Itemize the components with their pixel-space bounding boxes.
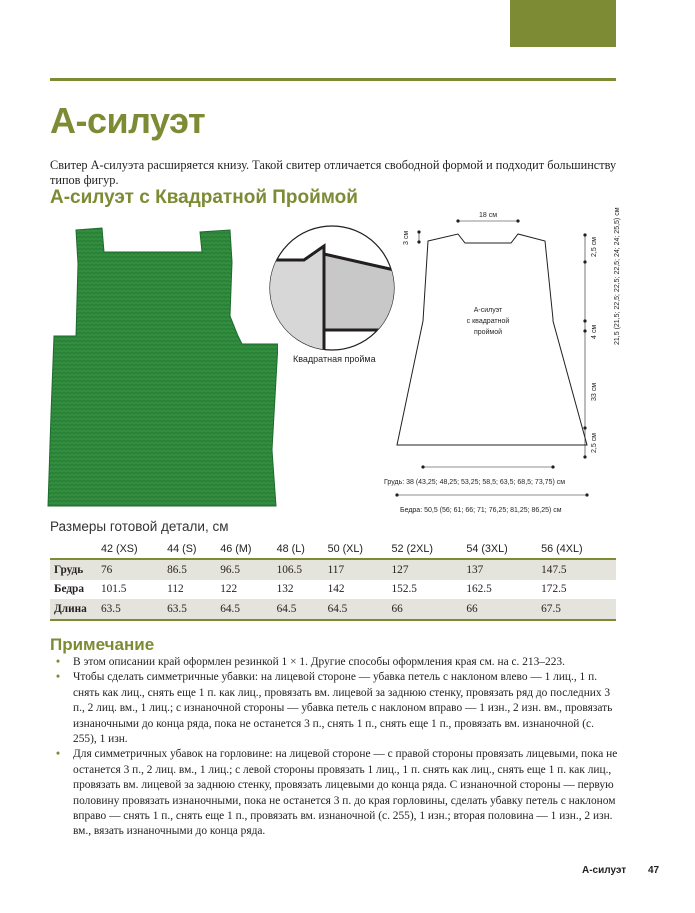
table-cell: 112 [167,583,184,596]
table-cell: 132 [276,583,294,596]
center-label-line-1: А-силуэт [473,307,503,314]
table-cell: 117 [328,559,392,580]
table-header-row [50,539,616,559]
shoulder-drop-label: 3 см [403,230,410,245]
table-cell: 63.5 [101,599,167,620]
table-corner [50,539,101,559]
table-cell: 64.5 [328,599,392,620]
section-subtitle: А-силуэт с Квадратной Проймой [50,187,358,208]
page-title: А-силуэт [50,100,206,141]
size-header: 46 (M) [220,539,276,559]
footer-section-label: А-силуэт [582,865,627,876]
right-dim-4: 2,5 см [591,433,598,453]
table-cell: 142 [327,583,345,596]
size-table [50,539,616,621]
schematic-diagram [375,195,625,525]
table-cell: 64.5 [220,599,276,620]
detail-caption: Квадратная пройма [293,354,376,364]
table-cell: 66 [392,599,467,620]
neck-width-label: 18 см [479,212,498,219]
table-row [50,599,616,620]
right-dim-3: 33 см [591,382,598,401]
right-dim-1: 2,5 см [591,237,598,257]
corner-color-block [510,0,616,47]
size-header: 52 (2XL) [392,539,467,559]
table-cell: 67.5 [541,599,616,620]
header-rule [50,78,616,81]
notes-list [50,655,620,840]
size-header: 44 (S) [167,539,220,559]
table-cell: 86.5 [167,559,220,580]
row-label: Грудь [50,559,101,580]
hips-label: Бедра: 50,5 (56; 61; 66; 71; 76,25; 81,25; 86,25) см [400,507,562,514]
page-number: 47 [648,865,660,876]
chest-label: Грудь: 38 (43,25; 48,25; 53,25; 58,5; 63,5; 68,5; 73,75) см [384,479,566,486]
table-cell: 127 [392,559,467,580]
right-dim-2: 4 см [591,324,598,339]
table-cell: 152.5 [391,583,417,596]
table-cell: 101.5 [101,583,127,596]
right-total-label: 21,5 (21,5; 22,5; 22,5; 22,5; 24; 24; 25,5) см [614,207,621,345]
center-label-line-3: проймой [473,329,503,336]
note-item: • Чтобы сделать симметричные убавки: на лицевой стороне — убавка петель с наклоном влево — 1 лиц., 1 п. снять как лиц., снять еще 1 п. как лиц., провязать вм. лицевой за заднюю стенку, провязать ряд до последних 3 п., 2 лиц. вм., 1 лиц.; с изнаночной стороны — убавка петель с наклоном вправо — 1 изн., 2 изн. вм., провязать изнаночными до конца ряда, пока не останется 3 п., снять 1 п., снять еще 1 п., провязать вм. изнаночной (с. 255), 1 изн. [50,670,620,747]
table-cell: 122 [220,583,238,596]
intro-text: Свитер А-силуэта расширяется книзу. Такой свитер отличается свободной формой и подходит большинству типов фигур. [50,158,617,188]
table-cell: 76 [101,559,167,580]
table-cell: 137 [466,559,541,580]
table-cell: 96.5 [220,559,276,580]
center-label-line-2: с квадратной [466,318,510,325]
table-cell: 64.5 [277,599,328,620]
size-header: 42 (XS) [101,539,167,559]
row-label: Длина [50,599,101,620]
notes-title: Примечание [50,635,155,654]
size-header: 50 (XL) [328,539,392,559]
table-cell: 162.5 [466,583,492,596]
note-item: • Для симметричных убавок на горловине: на лицевой стороне — с правой стороны провязать лицевыми, пока не останется 3 п., 2 лиц. вм., 1 лиц.; с левой стороны провязать 1 лиц., 1 п. снять как лиц., снять еще 1 п. как лиц., провязать вм. лицевой за заднюю стенку, провязать лицевыми до конца ряда. С изнаночной стороны — первую половину провязать изнаночными, пока не останется 3 п. до края горловины, сделать убавку петель с наклоном вправо — снять 1 п., снять еще 1 п., провязать вм. изнаночной (с. 255), 1 изн.; вторая половина — 1 изн., 2 изн. вм., вязать изнаночными до конца ряда. [50,747,620,839]
table-cell: 106.5 [277,559,328,580]
row-label: Бедра [54,583,84,596]
table-cell: 66 [466,599,541,620]
table-cell: 172.5 [541,583,567,596]
size-header: 56 (4XL) [541,539,616,559]
table-title: Размеры готовой детали, см [50,519,229,534]
table-cell: 147.5 [541,559,616,580]
table-cell: 63.5 [167,599,220,620]
note-item: • В этом описании край оформлен резинкой 1 × 1. Другие способы оформления края см. на с. 213–223. [50,655,620,670]
size-header: 48 (L) [277,539,328,559]
garment-photo [46,224,278,508]
size-header: 54 (3XL) [466,539,541,559]
table-row [50,559,616,580]
table-row [50,580,616,600]
